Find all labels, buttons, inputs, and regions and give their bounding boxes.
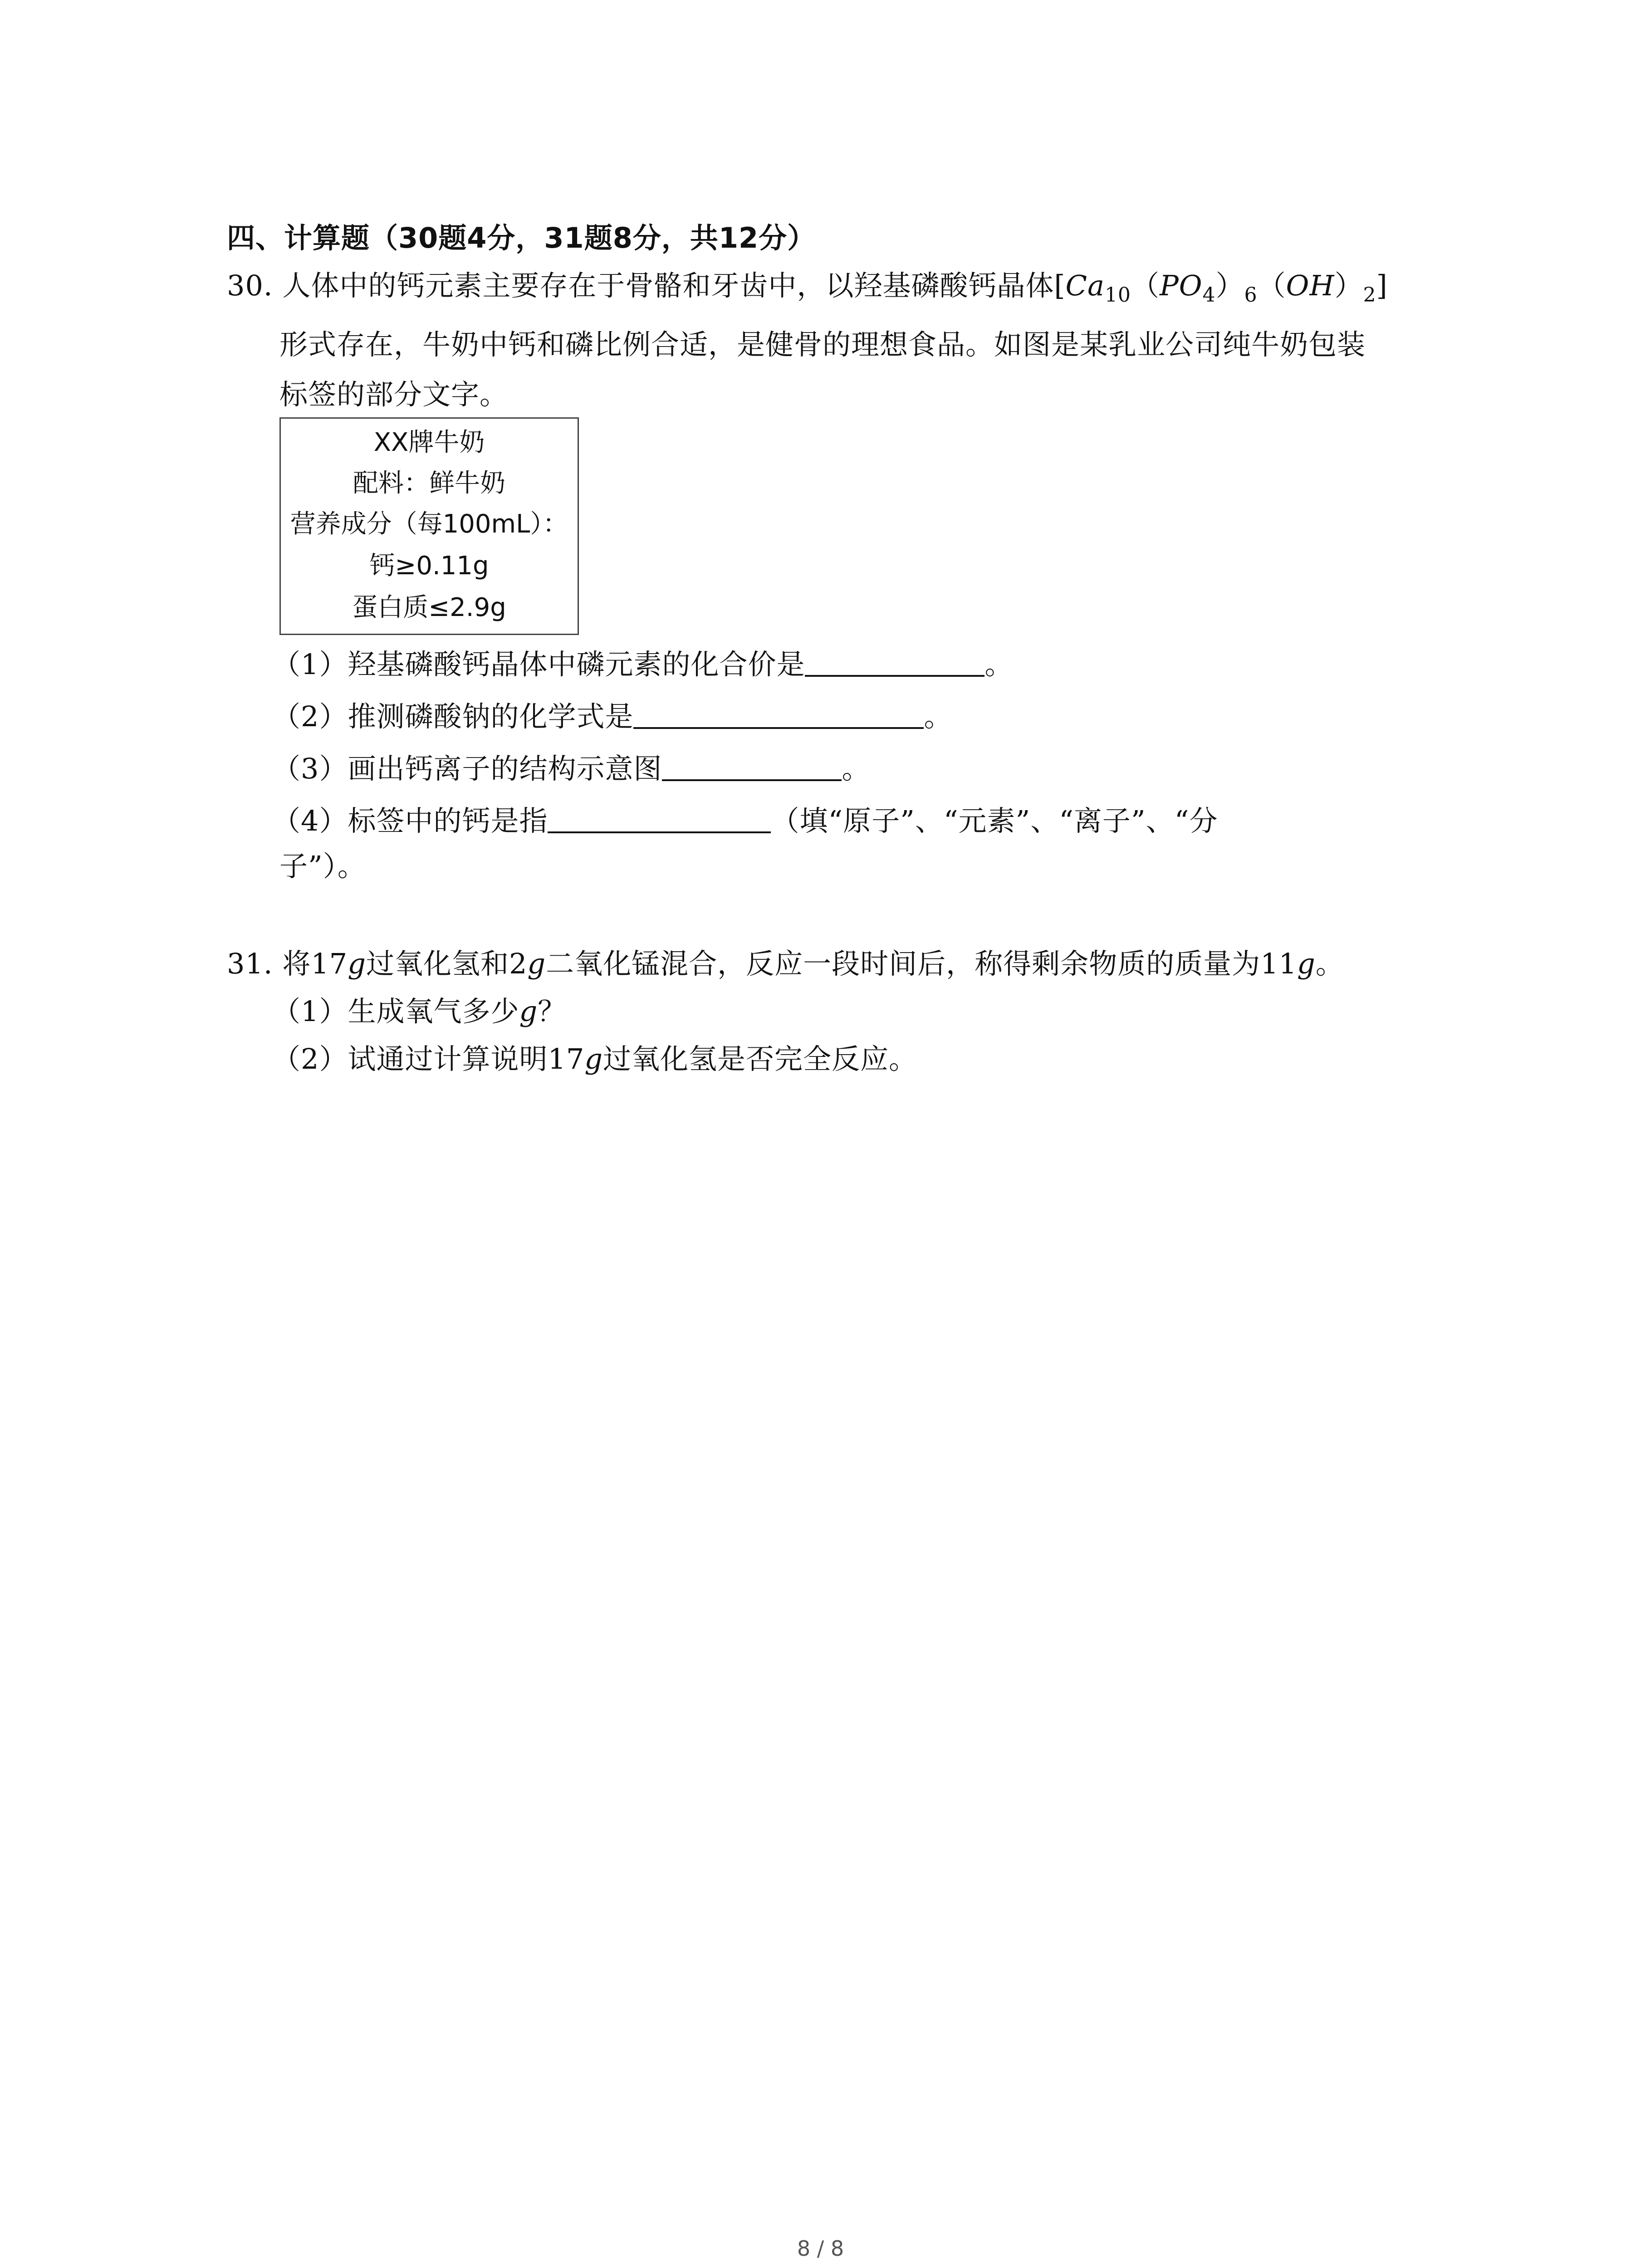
answer-blank[interactable]	[548, 803, 771, 833]
formula-ca: Ca	[1065, 269, 1105, 302]
unit-g: g	[527, 947, 546, 980]
formula-paren: （	[1257, 269, 1286, 302]
label-ingredients: 配料：鲜牛奶	[353, 469, 505, 498]
sub-question-text: （1）羟基磷酸钙晶体中磷元素的化合价是	[272, 648, 805, 681]
sub-question-text: （3）画出钙离子的结构示意图	[272, 752, 662, 785]
answer-blank[interactable]	[662, 751, 842, 781]
formula-subscript: 2	[1363, 284, 1376, 307]
page-number: 8 / 8	[797, 2236, 844, 2261]
question-31-stem: 过氧化氢和2	[366, 947, 528, 980]
formula-oh: OH	[1286, 269, 1335, 302]
question-30-line-2: 形式存在，牛奶中钙和磷比例合适，是健骨的理想食品。如图是某乳业公司纯牛奶包装	[279, 328, 1366, 361]
sub-question-text: （2）推测磷酸钠的化学式是	[272, 700, 634, 733]
formula-paren: （	[1131, 269, 1160, 302]
formula-subscript: 10	[1104, 284, 1131, 307]
sub-question-end: 。	[842, 752, 871, 785]
label-protein: 蛋白质≤2.9g	[352, 593, 506, 622]
sub-question-text: （2）试通过计算说明17	[272, 1042, 585, 1075]
question-30-stem: 人体中的钙元素主要存在于骨骼和牙齿中，以羟基磷酸钙晶体[	[282, 269, 1066, 302]
sub-question-end: （填“原子”、“元素”、“离子”、“分	[771, 804, 1218, 837]
answer-blank[interactable]	[805, 647, 985, 677]
question-31-stem: 。	[1315, 947, 1344, 980]
question-31-sub-2	[272, 1041, 917, 1077]
answer-blank[interactable]	[633, 699, 924, 729]
question-30-line-1	[227, 268, 1388, 307]
sub-question-end: 。	[924, 700, 953, 733]
formula-subscript: 4	[1202, 284, 1216, 307]
formula-paren: ）	[1334, 269, 1363, 302]
sub-question-text: 过氧化氢是否完全反应。	[603, 1042, 918, 1075]
sub-question-end: 。	[985, 648, 1014, 681]
question-30-sub-4-cont: 子”）。	[279, 850, 366, 883]
question-30-line-3: 标签的部分文字。	[279, 378, 509, 411]
question-31-stem: 将17	[282, 947, 348, 980]
label-brand: XX牌牛奶	[373, 428, 485, 457]
formula-po: PO	[1159, 269, 1203, 302]
question-30-sub-2	[272, 699, 952, 735]
question-30-sub-3	[272, 751, 870, 787]
unit-g: g	[519, 995, 538, 1028]
question-31-stem: 二氧化锰混合，反应一段时间后，称得剩余物质的质量为11	[546, 947, 1297, 980]
sub-question-text: （4）标签中的钙是指	[272, 804, 548, 837]
question-30-sub-4	[272, 803, 1218, 839]
question-number: 31.	[227, 947, 273, 980]
section-heading: 四、计算题（30题4分，31题8分，共12分）	[227, 221, 816, 254]
unit-g: g	[584, 1042, 603, 1075]
unit-g: g	[348, 947, 366, 980]
formula-paren: ）	[1215, 269, 1244, 302]
question-31-line-1	[227, 946, 1344, 982]
question-30-sub-1	[272, 646, 1013, 683]
label-nutrition-header: 营养成分（每100mL）：	[290, 509, 568, 539]
label-calcium: 钙≥0.11g	[369, 551, 489, 581]
question-31-sub-1	[272, 993, 566, 1030]
sub-question-text: ？	[538, 995, 567, 1028]
formula-subscript: 6	[1244, 284, 1258, 307]
unit-g: g	[1297, 947, 1316, 980]
question-number: 30.	[227, 269, 273, 302]
milk-label-box	[279, 417, 579, 635]
formula-bracket: ]	[1376, 269, 1388, 302]
sub-question-text: （1）生成氧气多少	[272, 995, 519, 1028]
